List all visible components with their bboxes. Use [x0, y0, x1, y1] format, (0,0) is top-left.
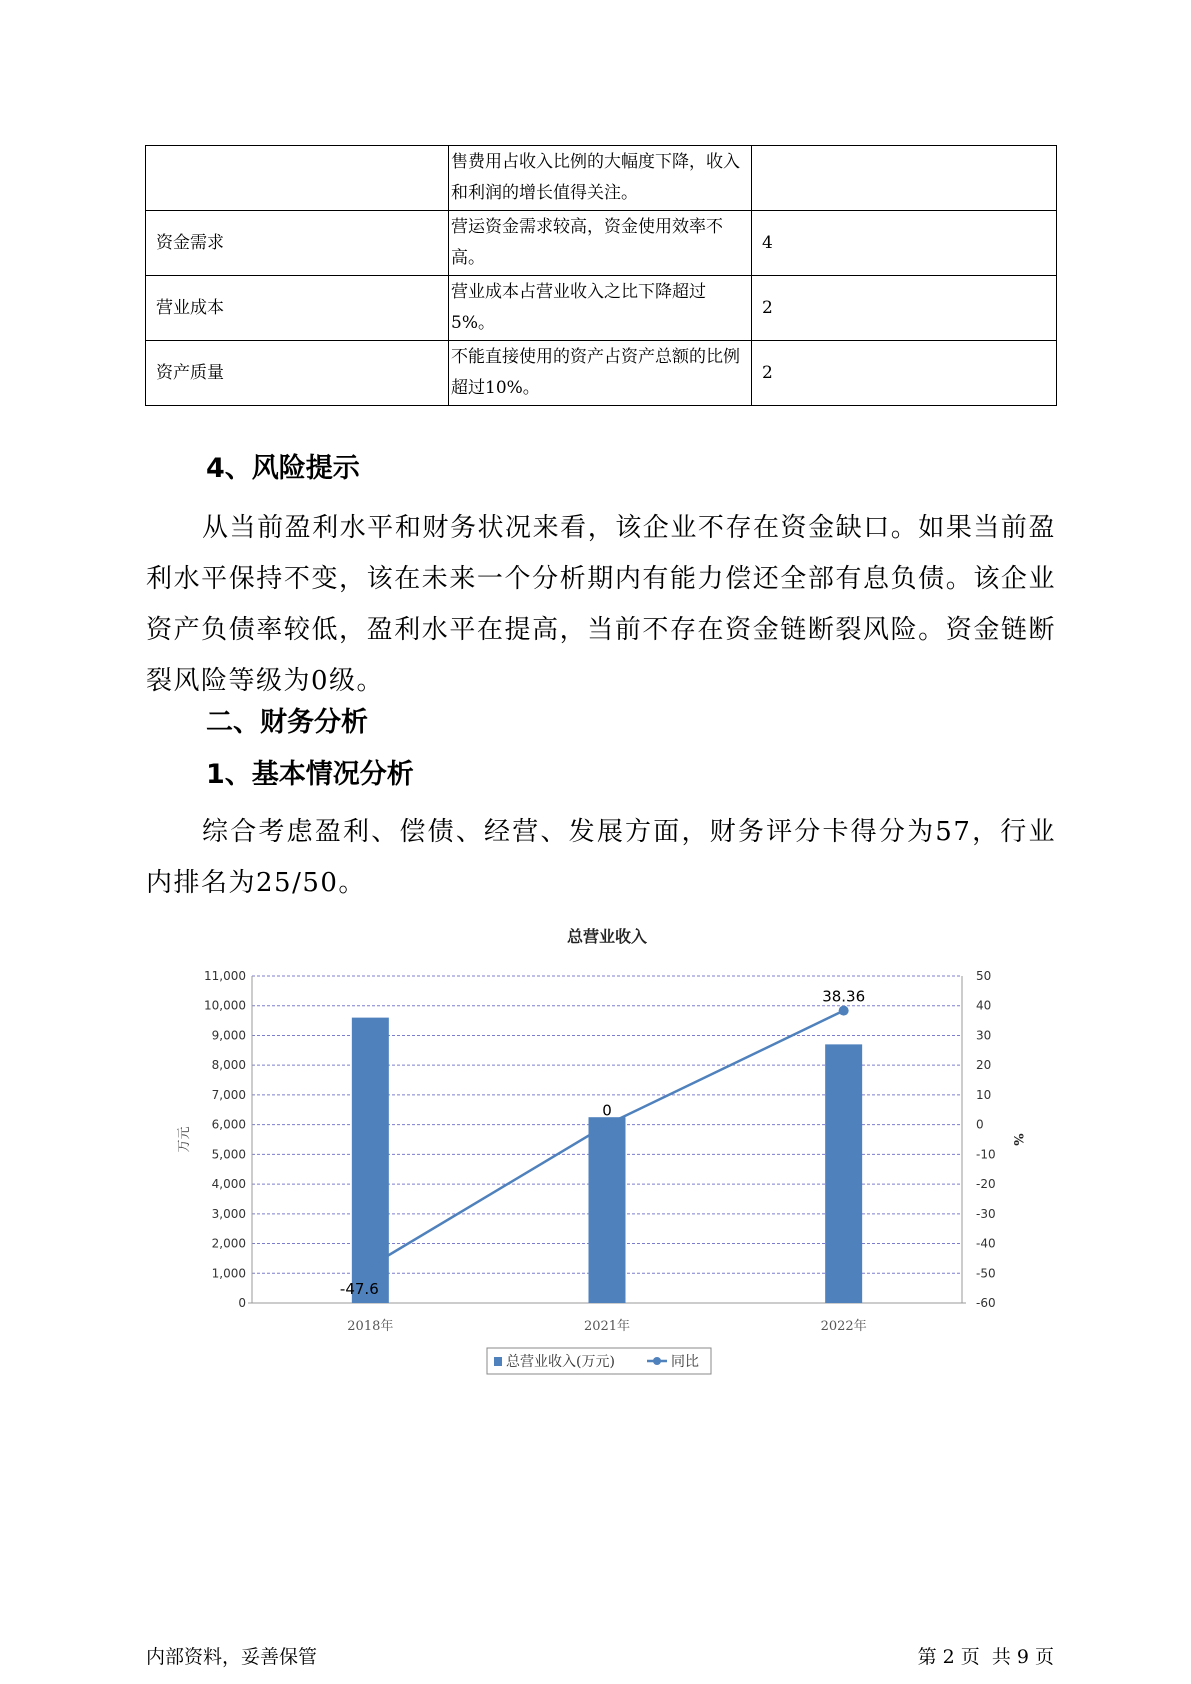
- left-axis-tick: 4,000: [211, 1177, 246, 1192]
- category-label: 2022年: [820, 1319, 867, 1334]
- right-axis-tick: 0: [976, 1117, 984, 1132]
- row-label: 资金需求: [146, 211, 449, 276]
- left-axis-tick: 5,000: [211, 1147, 246, 1162]
- yoy-data-label: 0: [602, 1101, 612, 1120]
- right-axis-tick: -30: [976, 1206, 996, 1221]
- footer-page-number: 第 2 页 共 9 页: [917, 1646, 1054, 1668]
- right-axis-tick: 20: [976, 1058, 992, 1073]
- row-score: [752, 146, 1057, 211]
- left-axis-tick: 8,000: [211, 1058, 246, 1073]
- row-label: [146, 146, 449, 211]
- right-axis-tick: 30: [976, 1028, 992, 1043]
- right-axis-tick: -40: [976, 1236, 996, 1251]
- left-axis-tick: 1,000: [211, 1266, 246, 1281]
- finance-heading: 二、财务分析: [206, 707, 368, 738]
- left-axis-tick: 6,000: [211, 1117, 246, 1132]
- left-axis-title: 万元: [177, 1126, 192, 1153]
- risk-paragraph: 从当前盈利水平和财务状况来看，该企业不存在资金缺口。如果当前盈利水平保持不变，该在未来一个分析期内有能力偿还全部有息负债。该企业资产负债率较低，盈利水平在提高，当前不存在资金链断裂风险。资金链断裂风险等级为0级。: [146, 513, 1056, 696]
- category-label: 2021年: [583, 1319, 631, 1334]
- revenue-bar: [352, 1018, 389, 1303]
- left-axis-tick: 7,000: [211, 1087, 246, 1102]
- row-label: 资产质量: [146, 341, 449, 406]
- category-label: 2018年: [347, 1319, 394, 1334]
- right-axis-tick: -20: [976, 1177, 996, 1192]
- right-axis-tick: 50: [976, 969, 992, 983]
- row-label: 营业成本: [146, 276, 449, 341]
- row-description: 营业成本占营业收入之比下降超过5%。: [449, 276, 752, 341]
- basic-analysis-heading: 1、基本情况分析: [206, 759, 414, 790]
- row-description: 售费用占收入比例的大幅度下降，收入和利润的增长值得关注。: [449, 146, 752, 211]
- revenue-bar: [589, 1117, 626, 1303]
- left-axis-tick: 2,000: [211, 1236, 246, 1251]
- footer-confidential: 内部资料，妥善保管: [146, 1646, 318, 1668]
- row-description: 营运资金需求较高，资金使用效率不高。: [449, 211, 752, 276]
- row-description: 不能直接使用的资产占资产总额的比例超过10%。: [449, 341, 752, 406]
- right-axis-tick: 40: [976, 998, 992, 1013]
- table-row: [146, 211, 1057, 276]
- legend-line-label: 同比: [671, 1354, 699, 1370]
- right-axis-tick: 10: [976, 1087, 992, 1102]
- legend-line-marker: [653, 1357, 661, 1365]
- chart-title: 总营业收入: [566, 927, 648, 946]
- risk-heading: 4、风险提示: [206, 453, 360, 484]
- revenue-chart: [160, 920, 1030, 1390]
- legend-bar-label: 总营业收入(万元): [506, 1354, 615, 1370]
- row-score: 2: [752, 276, 1057, 341]
- left-axis-tick: 11,000: [204, 969, 246, 983]
- yoy-data-label: 38.36: [822, 987, 866, 1006]
- right-axis-tick: -10: [976, 1147, 996, 1162]
- row-score: 4: [752, 211, 1057, 276]
- yoy-point: [839, 1006, 849, 1016]
- left-axis-tick: 9,000: [211, 1028, 246, 1043]
- right-axis-tick: -60: [976, 1296, 996, 1310]
- left-axis-tick: 0: [238, 1296, 246, 1310]
- left-axis-tick: 3,000: [211, 1206, 246, 1221]
- right-axis-tick: -50: [976, 1266, 996, 1281]
- revenue-bar: [825, 1044, 862, 1303]
- row-score: 2: [752, 341, 1057, 406]
- right-axis-title: %: [1010, 1133, 1025, 1146]
- basic-analysis-paragraph: 综合考虑盈利、偿债、经营、发展方面，财务评分卡得分为57，行业内排名为25/50。: [146, 817, 1056, 898]
- table-row: [146, 341, 1057, 406]
- yoy-data-label: -47.6: [339, 1280, 379, 1299]
- left-axis-tick: 10,000: [204, 998, 246, 1013]
- legend-bar-swatch: [494, 1357, 502, 1366]
- indicator-table: [145, 145, 1057, 406]
- table-row: [146, 276, 1057, 341]
- table-row: [146, 146, 1057, 211]
